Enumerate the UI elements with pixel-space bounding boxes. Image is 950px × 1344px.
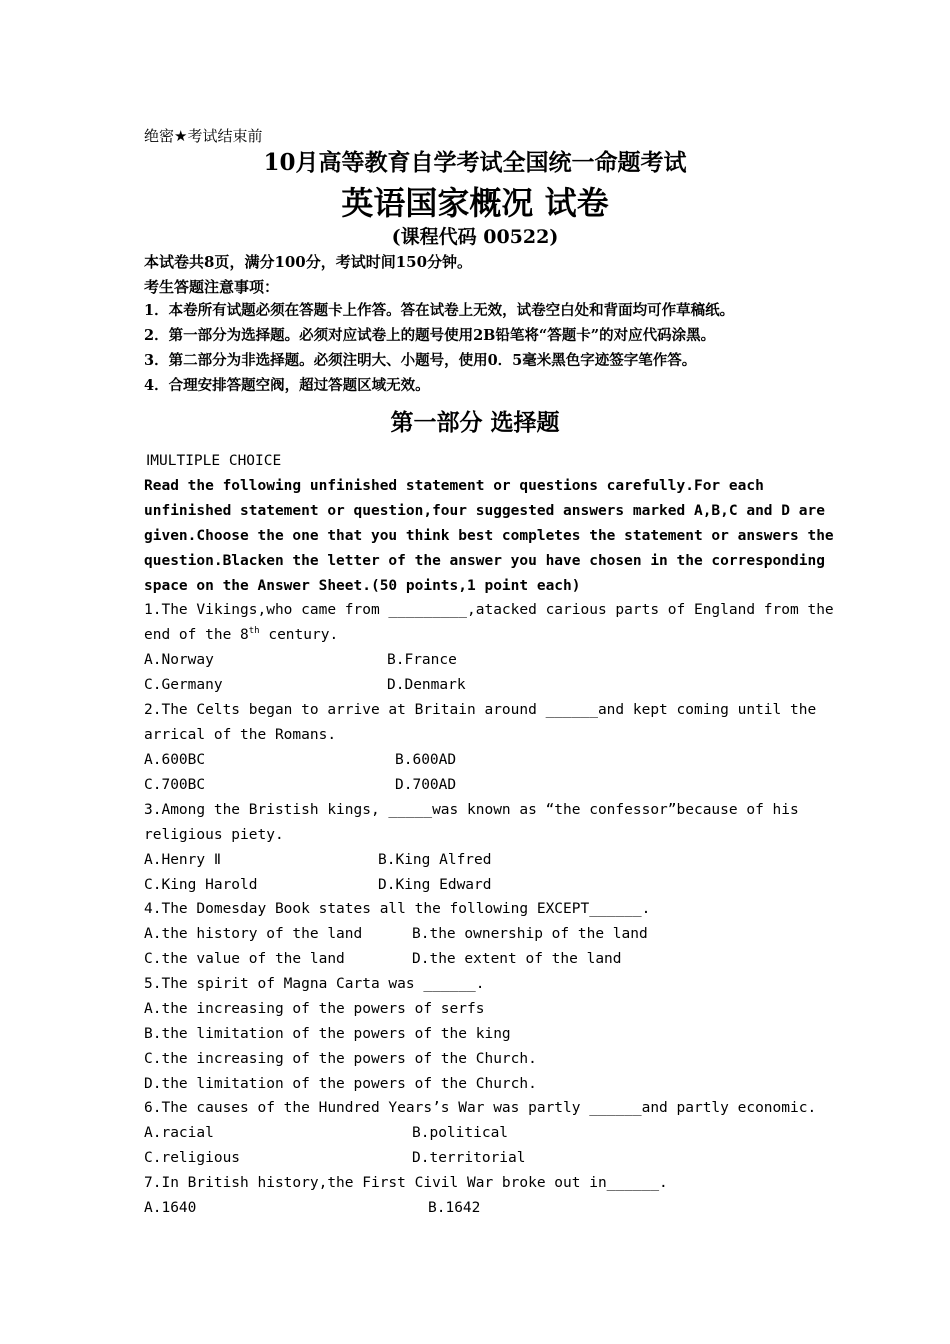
question-6-option-b: B.political	[412, 1125, 509, 1141]
question-6-stem: 6.The causes of the Hundred Years’s War was partly ______and partly economic.	[144, 1100, 817, 1116]
question-1-option-b: B.France	[387, 652, 457, 668]
question-5-stem: 5.The spirit of Magna Carta was ______.	[144, 976, 485, 992]
question-6-option-d: D.territorial	[412, 1150, 526, 1166]
question-3-option-a: A.Henry Ⅱ	[144, 852, 221, 868]
question-1-stem: 1.The Vikings,who came from _________,atacked carious parts of England from the	[144, 602, 834, 618]
instructions-line: question.Blacken the letter of the answer you have chosen in the corresponding	[144, 553, 825, 569]
exam-summary: 本试卷共8页，满分100分，考试时间150分钟。	[144, 253, 473, 271]
instructions-line: Read the following unfinished statement or questions carefully.For each	[144, 478, 764, 494]
exam-title-line: 10月高等教育自学考试全国统一命题考试	[263, 149, 687, 176]
question-7-stem: 7.In British history,the First Civil War broke out in______.	[144, 1175, 668, 1191]
question-3-option-b: B.King Alfred	[378, 852, 492, 868]
question-1-option-c: C.Germany	[144, 677, 223, 693]
question-7-option-a: A.1640	[144, 1200, 197, 1216]
question-4-option-c: C.the value of the land	[144, 951, 345, 967]
notes-heading: 考生答题注意事项：	[144, 278, 280, 296]
subject-title: 英语国家概况 试卷	[341, 184, 609, 222]
question-4-option-b: B.the ownership of the land	[412, 926, 648, 942]
course-code: (课程代码 00522)	[391, 226, 559, 248]
question-5-option-d: D.the limitation of the powers of the Church.	[144, 1076, 537, 1092]
instructions-line: given.Choose the one that you think best completes the statement or answers the	[144, 528, 834, 544]
part-one-title: 第一部分 选择题	[390, 409, 560, 436]
question-2-option-a: A.600BC	[144, 752, 206, 768]
question-2-option-c: C.700BC	[144, 777, 206, 793]
instructions-line: space on the Answer Sheet.(50 points,1 point each)	[144, 578, 581, 594]
question-7-option-b: B.1642	[428, 1200, 481, 1216]
question-5-option-c: C.the increasing of the powers of the Church.	[144, 1051, 537, 1067]
question-5-option-a: A.the increasing of the powers of serfs	[144, 1001, 485, 1017]
question-1-option-d: D.Denmark	[387, 677, 466, 693]
question-4-stem: 4.The Domesday Book states all the following EXCEPT______.	[144, 901, 651, 917]
question-4-option-d: D.the extent of the land	[412, 951, 622, 967]
section-label: ⅠMULTIPLE CHOICE	[146, 453, 282, 469]
question-2-stem: 2.The Celts began to arrive at Britain around ______and kept coming until the	[144, 702, 817, 718]
question-3-option-d: D.King Edward	[378, 877, 492, 893]
confidential-mark: 绝密★考试结束前	[144, 127, 263, 145]
question-4-option-a: A.the history of the land	[144, 926, 363, 942]
question-1-stem-cont: end of the 8th century.	[144, 626, 339, 643]
note-item: 4．合理安排答题空阀，超过答题区域无效。	[144, 377, 430, 394]
question-6-option-a: A.racial	[144, 1125, 214, 1141]
question-3-option-c: C.King Harold	[144, 877, 258, 893]
question-3-stem-cont: religious piety.	[144, 827, 284, 843]
question-3-stem: 3.Among the Bristish kings, _____was known as “the confessor”because of his	[144, 802, 799, 818]
instructions-line: unfinished statement or question,four suggested answers marked A,B,C and D are	[144, 503, 825, 519]
question-1-option-a: A.Norway	[144, 652, 214, 668]
note-item: 2．第一部分为选择题。必须对应试卷上的题号使用2B铅笔将“答题卡”的对应代码涂黑。	[144, 327, 716, 344]
note-item: 3．第二部分为非选择题。必须注明大、小题号，使用0．5毫米黑色字迹签字笔作答。	[144, 352, 697, 369]
question-6-option-c: C.religious	[144, 1150, 241, 1166]
note-item: 1．本卷所有试题必须在答题卡上作答。答在试卷上无效，试卷空白处和背面均可作草稿纸。	[144, 302, 735, 319]
question-5-option-b: B.the limitation of the powers of the king	[144, 1026, 511, 1042]
question-2-option-b: B.600AD	[395, 752, 457, 768]
question-2-stem-cont: arrical of the Romans.	[144, 727, 337, 743]
question-2-option-d: D.700AD	[395, 777, 457, 793]
